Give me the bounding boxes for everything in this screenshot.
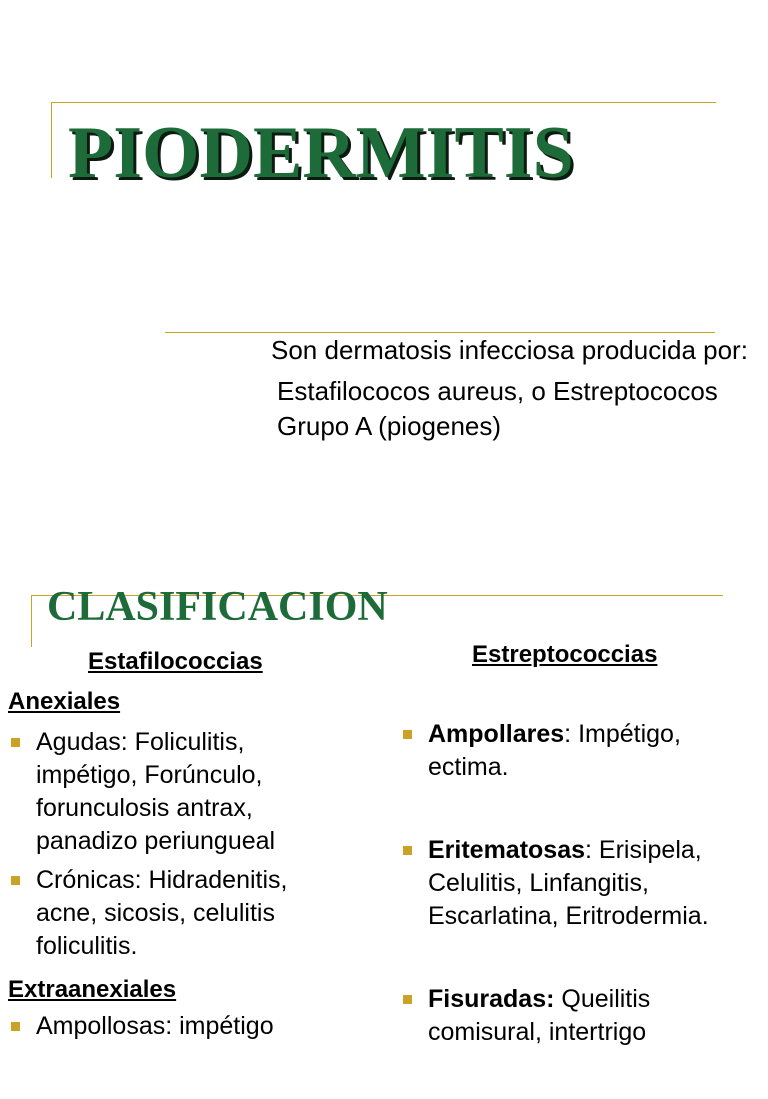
title-rule-vertical — [31, 595, 32, 647]
title-rule — [51, 102, 716, 103]
bullet-icon — [11, 1022, 20, 1031]
bullet-icon — [403, 846, 412, 855]
estafilococcias-heading: Estafilococcias — [88, 648, 263, 675]
anexiales-heading: Anexiales — [8, 688, 121, 715]
bullet-icon — [403, 730, 412, 739]
list-item: Ampollares: Impétigo, ectima. — [400, 718, 760, 784]
list-item: Crónicas: Hidradenitis, acne, sicosis, celulitis foliculitis. — [8, 864, 338, 963]
extraanexiales-heading: Extraanexiales — [8, 976, 177, 1003]
slide-clasificacion — [0, 560, 768, 1046]
estreptococcias-list — [400, 718, 760, 1099]
bullet-icon — [11, 738, 20, 747]
bullet-icon — [403, 995, 412, 1004]
intro-text — [271, 333, 751, 444]
slide-title: PIODERMITIS — [68, 112, 574, 194]
slide-title: CLASIFICACION — [47, 584, 388, 630]
list-item: Agudas: Foliculitis, impétigo, Forúnculo, forunculosis antrax, panadizo periungueal — [8, 726, 338, 858]
intro-line-1: Son dermatosis infecciosa producida por: — [271, 335, 748, 365]
list-item: Fisuradas: Queilitis comisural, intertrigo — [400, 983, 760, 1049]
anexiales-list — [8, 726, 338, 969]
bullet-icon — [11, 876, 20, 885]
list-item: Ampollosas: impétigo — [8, 1010, 338, 1043]
intro-line-2: Estafilococos aureus, o Estreptococos Grupo A (piogenes) — [277, 376, 718, 441]
estreptococcias-heading: Estreptococcias — [472, 641, 658, 668]
extraanexiales-list — [8, 1010, 338, 1043]
list-item: Eritematosas: Erisipela, Celulitis, Linfangitis, Escarlatina, Eritrodermia. — [400, 834, 760, 933]
title-rule-vertical — [51, 102, 52, 178]
